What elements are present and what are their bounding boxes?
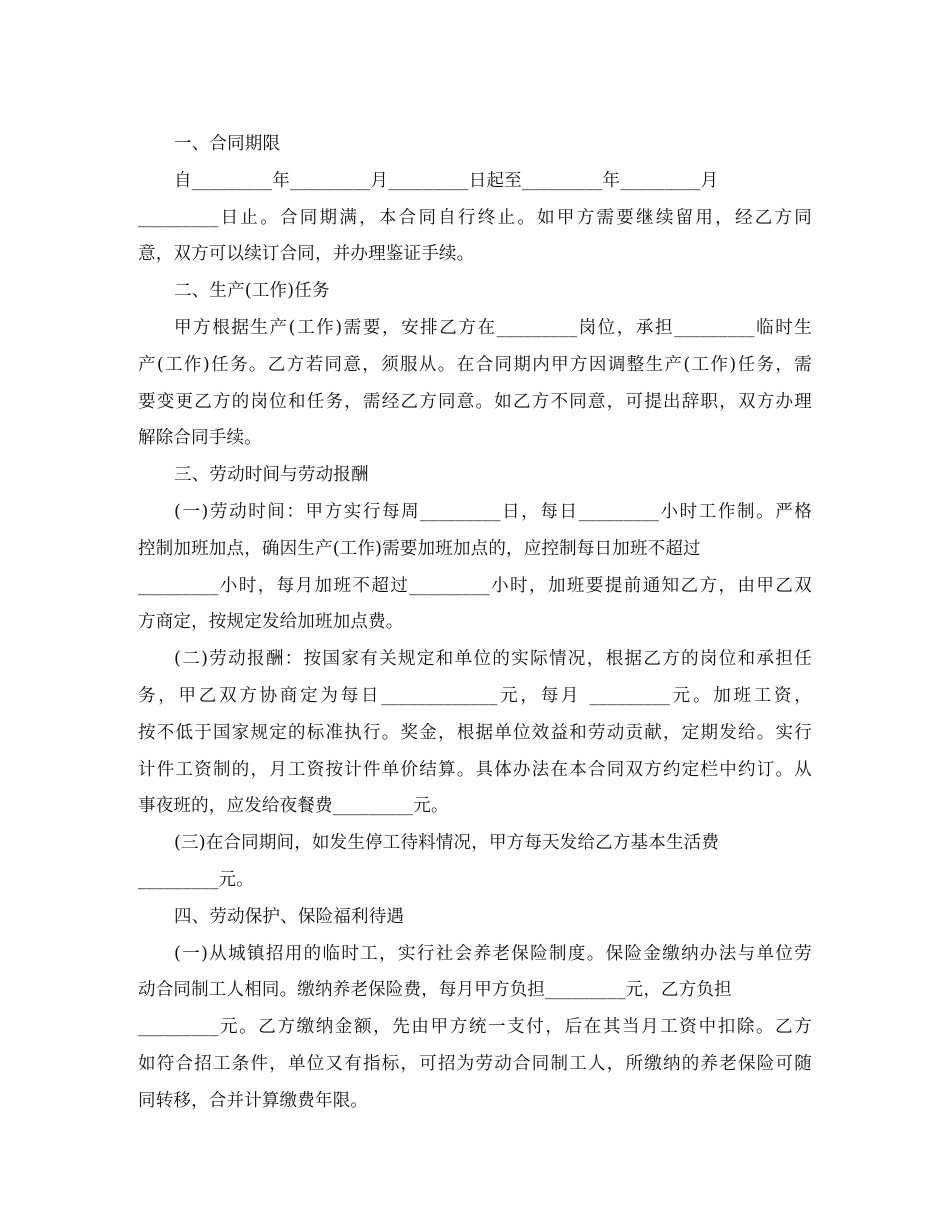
paragraph-line: (二)劳动报酬：按国家有关规定和单位的实际情况，根据乙方的岗位和承担任	[174, 649, 812, 670]
paragraph-line: 事夜班的，应发给夜餐费_________元。	[138, 796, 449, 817]
paragraph-line: 甲方根据生产(工作)需要，安排乙方在_________岗位，承担_________临时生	[174, 317, 812, 338]
paragraph-line: 意，双方可以续订合同，并办理鉴证手续。	[138, 244, 475, 265]
paragraph-line: 方商定，按规定发给加班加点费。	[138, 612, 404, 633]
paragraph-line: 解除合同手续。	[138, 428, 262, 449]
contract-page	[138, 126, 812, 1120]
paragraph-line: _________日止。合同期满，本合同自行终止。如甲方需要继续留用，经乙方同	[138, 207, 812, 228]
paragraph-line: 自_________年_________月_________日起至_________年_________月	[174, 170, 719, 191]
paragraph-line: _________元。乙方缴纳金额，先由甲方统一支付，后在其当月工资中扣除。乙方	[138, 1017, 812, 1038]
paragraph-line: 如符合招工条件，单位又有指标，可招为劳动合同制工人，所缴纳的养老保险可随	[138, 1053, 812, 1074]
paragraph-line: 产(工作)任务。乙方若同意，须服从。在合同期内甲方因调整生产(工作)任务，需	[138, 354, 812, 375]
section-heading-4: 四、劳动保护、保险福利待遇	[174, 906, 405, 927]
paragraph-line: 务，甲乙双方协商定为每日_____________元，每月 _________元。加班工资，	[138, 685, 812, 706]
paragraph-line: 动合同制工人相同。缴纳养老保险费，每月甲方负担_________元，乙方负担	[138, 980, 732, 1001]
paragraph-line: 按不低于国家规定的标准执行。奖金，根据单位效益和劳动贡献，定期发给。实行	[138, 722, 812, 743]
paragraph-line: _________元。	[138, 869, 254, 890]
paragraph-line: 计件工资制的，月工资按计件单价结算。具体办法在本合同双方约定栏中约订。从	[138, 759, 812, 780]
paragraph-line: 要变更乙方的岗位和任务，需经乙方同意。如乙方不同意，可提出辞职，双方办理	[138, 391, 812, 412]
paragraph-line: (一)劳动时间：甲方实行每周_________日，每日_________小时工作制。严格	[174, 501, 812, 522]
section-heading-3: 三、劳动时间与劳动报酬	[174, 465, 369, 486]
paragraph-line: (一)从城镇招用的临时工，实行社会养老保险制度。保险金缴纳办法与单位劳	[174, 943, 812, 964]
paragraph-line: 同转移，合并计算缴费年限。	[138, 1090, 369, 1111]
paragraph-line: 控制加班加点，确因生产(工作)需要加班加点的，应控制每日加班不超过	[138, 538, 701, 559]
paragraph-line: _________小时，每月加班不超过_________小时，加班要提前通知乙方，由甲乙双	[138, 575, 812, 596]
section-heading-1: 一、合同期限	[174, 134, 281, 154]
paragraph-line: (三)在合同期间，如发生停工待料情况，甲方每天发给乙方基本生活费	[174, 833, 720, 854]
section-heading-2: 二、生产(工作)任务	[174, 281, 330, 302]
